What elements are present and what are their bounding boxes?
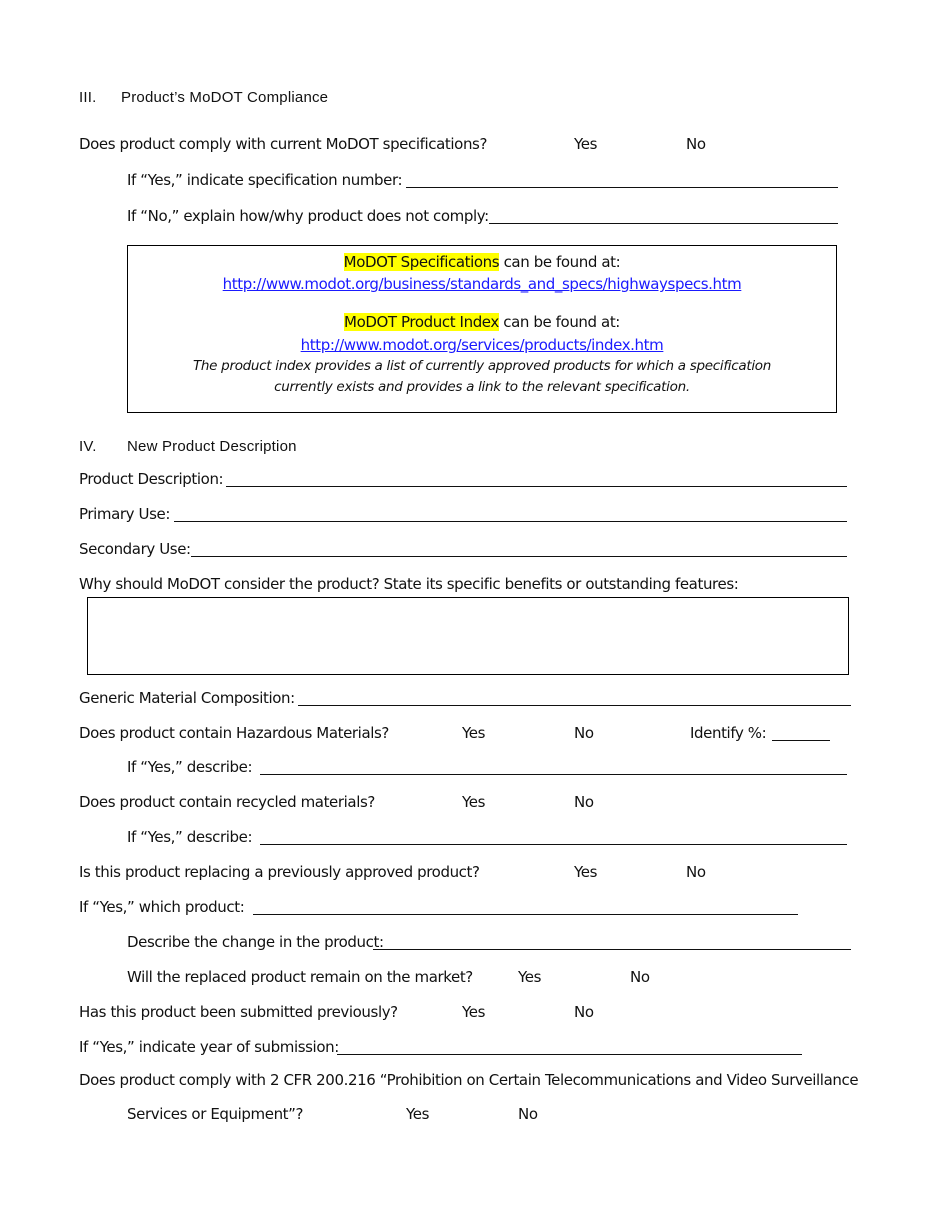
recycled-describe-label: If “Yes,” describe: bbox=[127, 828, 253, 846]
year-submission-label: If “Yes,” indicate year of submission: bbox=[79, 1038, 339, 1056]
identify-percent-label: Identify %: bbox=[690, 724, 767, 742]
submitted-question: Has this product been submitted previously? bbox=[79, 1003, 398, 1021]
which-product-label: If “Yes,” which product: bbox=[79, 898, 245, 916]
comply-question: Does product comply with current MoDOT specifications? bbox=[79, 135, 488, 153]
recycled-question: Does product contain recycled materials? bbox=[79, 793, 375, 811]
cfr-question-line-1: Does product comply with 2 CFR 200.216 “Prohibition on Certain Telecommunications and Video Surveillance bbox=[79, 1071, 859, 1089]
comply-yes-option[interactable]: Yes bbox=[574, 135, 598, 153]
generic-material-label: Generic Material Composition: bbox=[79, 689, 295, 707]
describe-change-field[interactable] bbox=[373, 937, 851, 950]
which-product-field[interactable] bbox=[253, 902, 798, 915]
index-note-line-2: currently exists and provides a link to the relevant specification. bbox=[274, 379, 690, 395]
info-box bbox=[127, 245, 837, 413]
remain-market-yes-option[interactable]: Yes bbox=[518, 968, 542, 986]
secondary-use-label: Secondary Use: bbox=[79, 540, 191, 558]
recycled-no-option[interactable]: No bbox=[574, 793, 594, 811]
cfr-no-option[interactable]: No bbox=[518, 1105, 538, 1123]
identify-percent-field[interactable] bbox=[772, 728, 830, 741]
benefits-textarea[interactable] bbox=[87, 597, 849, 675]
index-line bbox=[128, 313, 836, 331]
submitted-yes-option[interactable]: Yes bbox=[462, 1003, 486, 1021]
spec-link-line bbox=[128, 275, 836, 293]
hazardous-describe-label: If “Yes,” describe: bbox=[127, 758, 253, 776]
hazardous-no-option[interactable]: No bbox=[574, 724, 594, 742]
index-suffix: can be found at: bbox=[503, 313, 620, 331]
index-link-line bbox=[128, 336, 836, 354]
remain-market-no-option[interactable]: No bbox=[630, 968, 650, 986]
section-4-title: New Product Description bbox=[127, 438, 297, 455]
replacing-yes-option[interactable]: Yes bbox=[574, 863, 598, 881]
product-description-field[interactable] bbox=[226, 474, 847, 487]
non-comply-label: If “No,” explain how/why product does not comply: bbox=[127, 207, 489, 225]
replacing-question: Is this product replacing a previously approved product? bbox=[79, 863, 480, 881]
why-consider-label: Why should MoDOT consider the product? State its specific benefits or outstanding features: bbox=[79, 575, 739, 593]
comply-no-option[interactable]: No bbox=[686, 135, 706, 153]
describe-change-label: Describe the change in the product: bbox=[127, 933, 384, 951]
spec-title-highlight: MoDOT Specifications bbox=[343, 253, 500, 271]
spec-suffix: can be found at: bbox=[503, 253, 621, 271]
replacing-no-option[interactable]: No bbox=[686, 863, 706, 881]
secondary-use-field[interactable] bbox=[191, 544, 847, 557]
generic-material-field[interactable] bbox=[298, 693, 851, 706]
section-3-title: Product’s MoDOT Compliance bbox=[121, 89, 329, 106]
primary-use-field[interactable] bbox=[174, 509, 847, 522]
index-title-highlight: MoDOT Product Index bbox=[344, 313, 499, 331]
hazardous-describe-field[interactable] bbox=[260, 762, 847, 775]
section-4-number: IV. bbox=[79, 438, 97, 455]
spec-line bbox=[128, 253, 836, 271]
recycled-yes-option[interactable]: Yes bbox=[462, 793, 486, 811]
index-note-line-1: The product index provides a list of currently approved products for which a specification bbox=[192, 358, 772, 374]
submitted-no-option[interactable]: No bbox=[574, 1003, 594, 1021]
spec-number-label: If “Yes,” indicate specification number: bbox=[127, 171, 403, 189]
hazardous-yes-option[interactable]: Yes bbox=[462, 724, 486, 742]
spec-number-field[interactable] bbox=[406, 175, 838, 188]
remain-market-question: Will the replaced product remain on the market? bbox=[127, 968, 473, 986]
index-url-link[interactable]: http://www.modot.org/services/products/index.htm bbox=[300, 336, 664, 354]
primary-use-label: Primary Use: bbox=[79, 505, 171, 523]
non-comply-field[interactable] bbox=[489, 211, 838, 224]
cfr-yes-option[interactable]: Yes bbox=[406, 1105, 430, 1123]
recycled-describe-field[interactable] bbox=[260, 832, 847, 845]
product-description-label: Product Description: bbox=[79, 470, 224, 488]
year-submission-field[interactable] bbox=[337, 1042, 802, 1055]
hazardous-question: Does product contain Hazardous Materials? bbox=[79, 724, 389, 742]
spec-url-link[interactable]: http://www.modot.org/business/standards_and_specs/highwayspecs.htm bbox=[222, 275, 742, 293]
cfr-question-line-2: Services or Equipment”? bbox=[127, 1105, 304, 1123]
section-3-number: III. bbox=[79, 89, 97, 106]
